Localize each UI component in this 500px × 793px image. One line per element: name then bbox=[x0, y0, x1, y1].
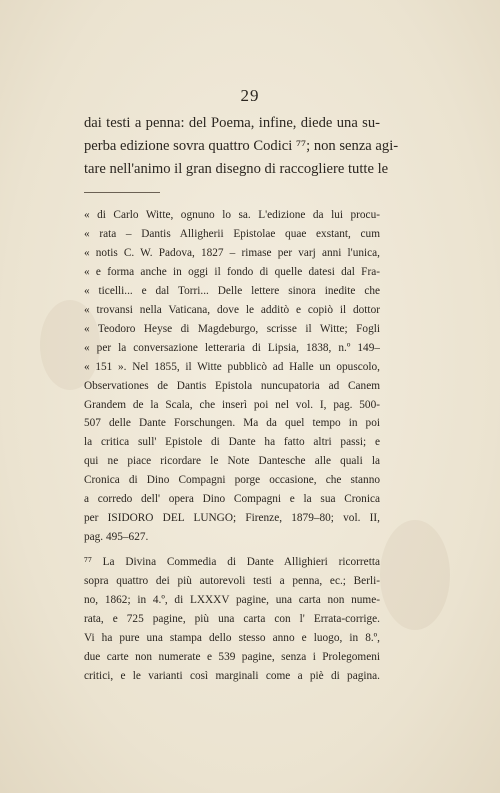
footnote-line: sopra quattro dei più autorevoli testi a penna, ec.; Berli- bbox=[84, 575, 380, 588]
footnote-line: Grandem de la Scala, che inserì poi nel vol. I, pag. 500- bbox=[84, 398, 380, 411]
footnote-line: ⁷⁷ La Divina Commedia di Dante Allighieri ricorretta bbox=[84, 556, 380, 569]
footnote-line: la critica sull' Epistole di Dante ha fatto altri passi; e bbox=[84, 436, 380, 449]
footnote-line: « rata – Dantis Alligherii Epistolae quae exstant, cum bbox=[84, 227, 380, 240]
footnote-line: pag. 495–627. bbox=[84, 531, 149, 544]
footnote-line: qui ne piace ricordare le Note Dantesche alle quali la bbox=[84, 455, 380, 468]
footnote-line: 507 delle Dante Forschungen. Ma da quel tempo in poi bbox=[84, 417, 380, 430]
footnote-line: a corredo dell' opera Dino Compagni e la sua Cronica bbox=[84, 493, 380, 506]
footnote-line: « Teodoro Heyse di Magdeburgo, scrisse il Witte; Fogli bbox=[84, 322, 380, 335]
footnote-line: Cronica di Dino Compagni porge occasione, che stanno bbox=[84, 474, 380, 487]
main-text bbox=[84, 112, 399, 181]
footnote-line: Vi ha pure una stampa dello stesso anno e luogo, in 8.º, bbox=[84, 631, 380, 644]
text-line: perba edizione sovra quattro Codici ⁷⁷; non senza agi- bbox=[84, 138, 399, 154]
footnote-line: « 151 ». Nel 1855, il Witte pubblicò ad Halle un opuscolo, bbox=[84, 360, 380, 373]
paper-stain bbox=[380, 520, 450, 630]
footnote-line: no, 1862; in 4.º, di LXXXV pagine, una carta non nume- bbox=[84, 594, 380, 607]
footnote-line: « e forma anche in oggi il fondo di quelle datesi dal Fra- bbox=[84, 265, 380, 278]
footnote-line: « per la conversazione letteraria di Lipsia, 1838, n.º 149– bbox=[84, 341, 380, 354]
footnotes bbox=[84, 206, 380, 686]
footnote-line: « di Carlo Witte, ognuno lo sa. L'edizione da lui procu- bbox=[84, 209, 380, 221]
footnote-line: « trovansi nella Vaticana, dove le additò e copiò il dottor bbox=[84, 303, 380, 316]
footnote-line: rata, e 725 pagine, più una carta con l' Errata-corrige. bbox=[84, 613, 380, 626]
page-number: 29 bbox=[240, 86, 260, 105]
text-line: dai testi a penna: del Poema, infine, diede una su- bbox=[84, 115, 380, 131]
text-line: tare nell'animo il gran disegno di raccogliere tutte le bbox=[84, 161, 389, 177]
footnote-line: due carte non numerate e 539 pagine, senza i Prolegomeni bbox=[84, 650, 380, 663]
footnote-line: « notis C. W. Padova, 1827 – rimase per varj anni l'unica, bbox=[84, 246, 380, 259]
footnote-line: Observationes de Dantis Epistola nuncupatoria ad Canem bbox=[84, 379, 380, 392]
footnote-line: per ISIDORO DEL LUNGO; Firenze, 1879–80; vol. II, bbox=[84, 512, 380, 525]
footnote-line: critici, e le varianti così marginali come a piè di pagina. bbox=[84, 669, 380, 682]
footnote-line: « ticelli... e dal Torri... Delle lettere sinora inedite che bbox=[84, 284, 380, 297]
footnote-rule bbox=[84, 192, 160, 193]
